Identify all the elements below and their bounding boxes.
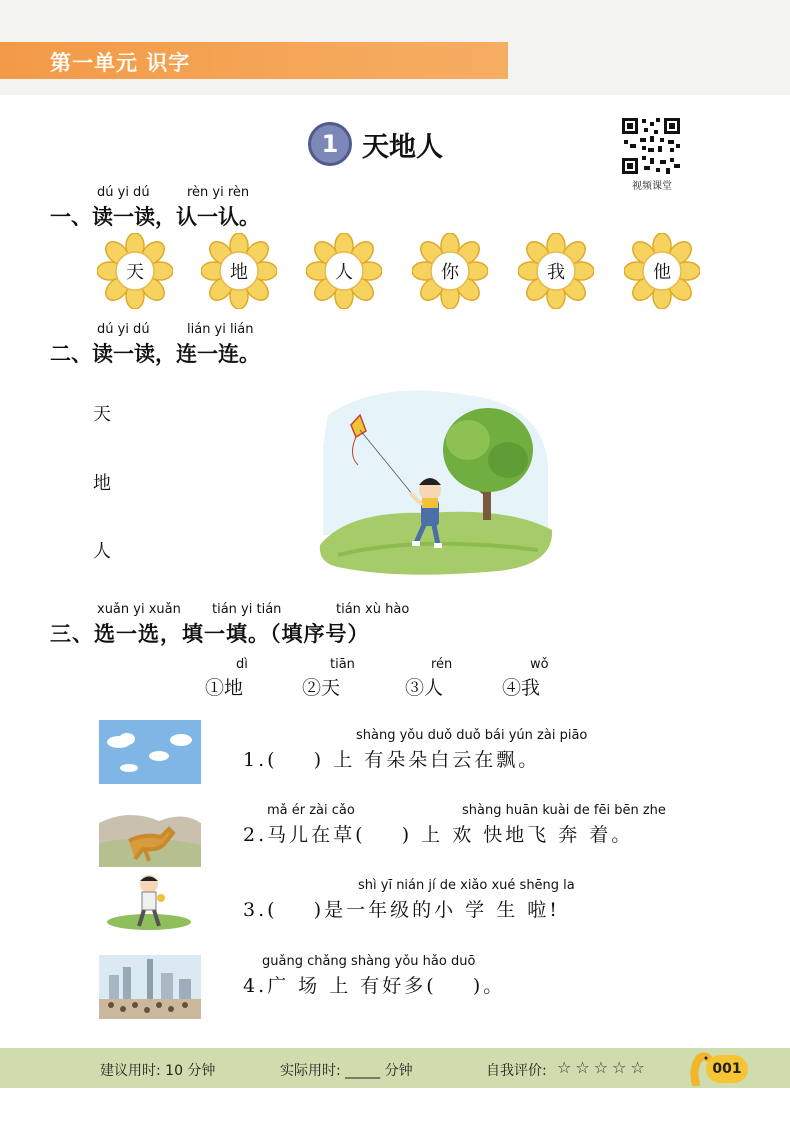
flower-char: 地	[230, 262, 248, 283]
section2-title: 二、读一读，连一连。	[50, 342, 260, 366]
flower-char: 他	[653, 262, 671, 283]
sky-clouds-image	[99, 720, 201, 784]
qr-caption: 视频课堂	[632, 181, 672, 192]
horse-grassland-image	[99, 803, 201, 867]
self-evaluation-label: 自我评价:	[486, 1063, 547, 1079]
flower-card	[624, 233, 700, 309]
section2-pinyin-2: lián yi lián	[187, 322, 254, 337]
flower-card	[97, 233, 173, 309]
flower-char: 天	[126, 262, 144, 283]
actual-time: 实际用时: _____ 分钟	[280, 1063, 413, 1079]
flower-card	[201, 233, 277, 309]
option-3: ③人	[405, 677, 444, 699]
kite-scene-illustration[interactable]	[318, 385, 554, 577]
section1-pinyin-1: dú yi dú	[97, 185, 150, 200]
item2-sentence[interactable]: 2.马儿在草( ) 上 欢 快地飞 奔 着。	[243, 824, 634, 846]
section3-pinyin-1: xuǎn yi xuǎn	[97, 602, 181, 617]
item1-pinyin: shàng yǒu duǒ duǒ bái yún zài piāo	[356, 728, 588, 743]
flower-card	[412, 233, 488, 309]
city-square-crowd-image	[99, 955, 201, 1019]
item3-sentence[interactable]: 3.( )是一年级的小 学 生 啦!	[243, 899, 560, 921]
section1-title: 一、读一读，认一认。	[50, 205, 260, 229]
qr-code-icon[interactable]	[620, 116, 682, 176]
option-pinyin: rén	[431, 657, 453, 672]
flower-char: 人	[335, 262, 353, 283]
section1-pinyin-2: rèn yi rèn	[187, 185, 250, 200]
item1-sentence[interactable]: 1.( ) 上 有朵朵白云在飘。	[243, 749, 541, 771]
lesson-title: 天地人	[362, 131, 443, 163]
flower-card	[306, 233, 382, 309]
flower-card	[518, 233, 594, 309]
unit-title: 第一单元 识字	[50, 51, 191, 75]
option-4: ④我	[502, 677, 541, 699]
option-2: ②天	[302, 677, 341, 699]
item2-pinyin-a: mǎ ér zài cǎo	[267, 803, 355, 818]
option-pinyin: dì	[236, 657, 248, 672]
section3-pinyin-3: tián xù hào	[336, 602, 410, 617]
item2-pinyin-b: shàng huān kuài de fēi bēn zhe	[462, 803, 666, 818]
lesson-number: 1	[308, 122, 352, 166]
item4-pinyin: guǎng chǎng shàng yǒu hǎo duō	[262, 954, 476, 969]
option-pinyin: wǒ	[530, 657, 549, 672]
rating-stars[interactable]: ☆☆☆☆☆	[557, 1058, 649, 1077]
item3-pinyin: shì yī nián jí de xiǎo xué shēng la	[358, 878, 575, 893]
item4-sentence[interactable]: 4.广 场 上 有好多( )。	[243, 975, 506, 997]
lesson-heading	[308, 120, 443, 168]
option-pinyin: tiān	[330, 657, 355, 672]
section3-pinyin-2: tián yi tián	[212, 602, 282, 617]
student-image	[99, 870, 201, 934]
match-char[interactable]: 人	[93, 541, 111, 562]
flower-char: 我	[547, 262, 565, 283]
page-number: 001	[706, 1055, 748, 1083]
suggested-time: 建议用时: 10 分钟	[100, 1063, 216, 1079]
match-char[interactable]: 地	[93, 473, 111, 494]
match-char[interactable]: 天	[93, 404, 111, 425]
flower-char: 你	[441, 262, 459, 283]
option-1: ①地	[205, 677, 244, 699]
section2-pinyin-1: dú yi dú	[97, 322, 150, 337]
section3-title: 三、选一选，填一填。（填序号）	[50, 622, 370, 646]
